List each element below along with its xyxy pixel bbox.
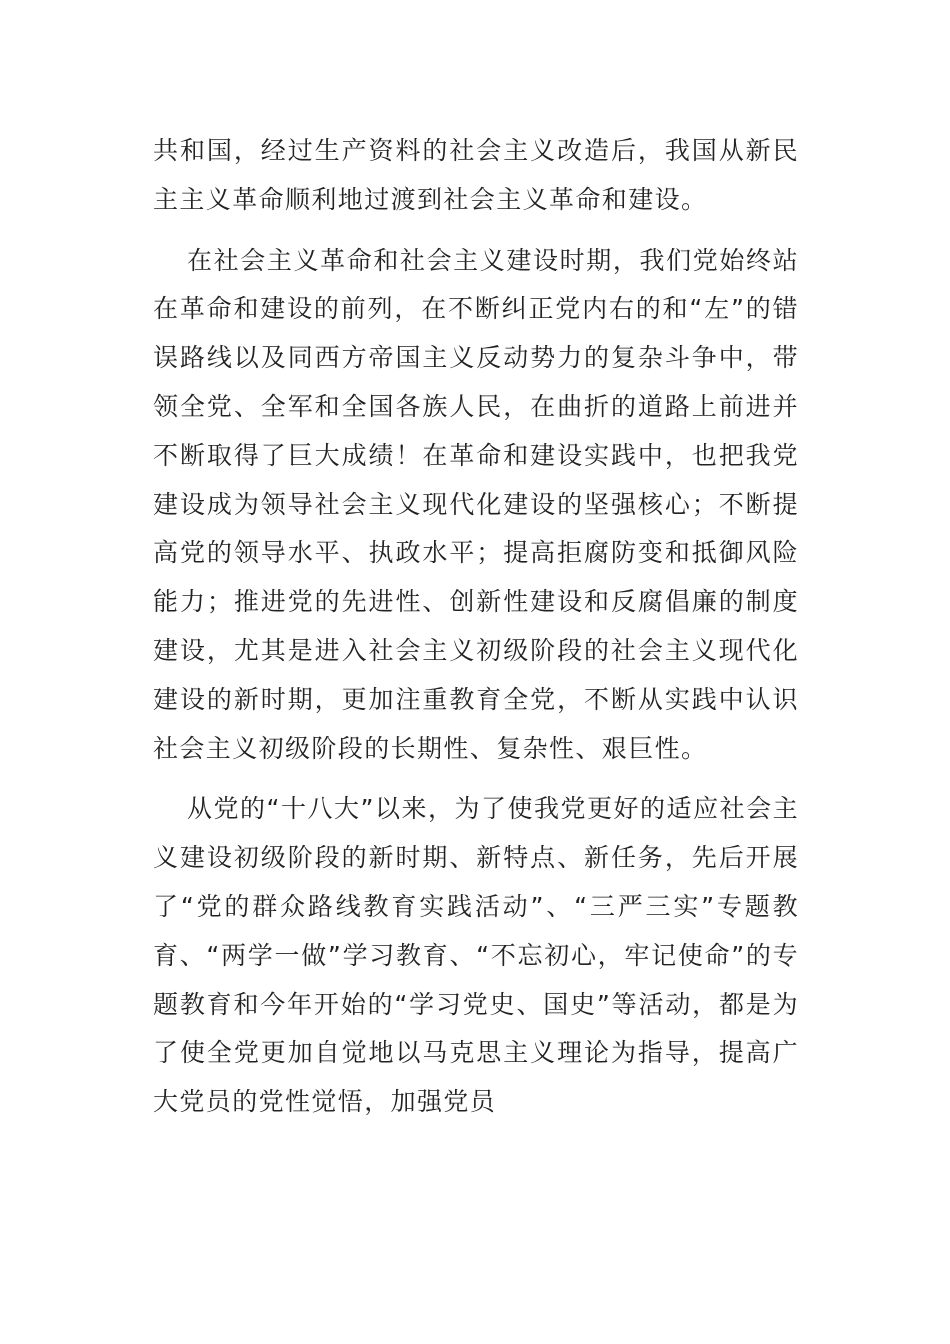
paragraph-2: 在社会主义革命和社会主义建设时期，我们党始终站在革命和建设的前列，在不断纠正党内右的和“左”的错误路线以及同西方帝国主义反动势力的复杂斗争中，带领全党、全军和全国各族人民，在曲折的道路上前进并不断取得了巨大成绩！在革命和建设实践中，也把我党建设成为领导社会主义现代化建设的坚强核心；不断提高党的领导水平、执政水平；提高拒腐防变和抵御风险能力；推进党的先进性、创新性建设和反腐倡廉的制度建设，尤其是进入社会主义初级阶段的社会主义现代化建设的新时期，更加注重教育全党，不断从实践中认识社会主义初级阶段的长期性、复杂性、艰巨性。	[153, 245, 799, 763]
paragraph-1: 共和国，经过生产资料的社会主义改造后，我国从新民主主义革命顺利地过渡到社会主义革命和建设。	[153, 136, 799, 214]
paragraph-3: 从党的“十八大”以来，为了使我党更好的适应社会主义建设初级阶段的新时期、新特点、新任务，先后开展了“党的群众路线教育实践活动”、“三严三实”专题教育、“两学一做”学习教育、“不忘初心，牢记使命”的专题教育和今年开始的“学习党史、国史”等活动，都是为了使全党更加自觉地以马克思主义理论为指导，提高广大党员的党性觉悟，加强党员	[153, 794, 799, 1117]
document-body	[153, 127, 799, 1127]
